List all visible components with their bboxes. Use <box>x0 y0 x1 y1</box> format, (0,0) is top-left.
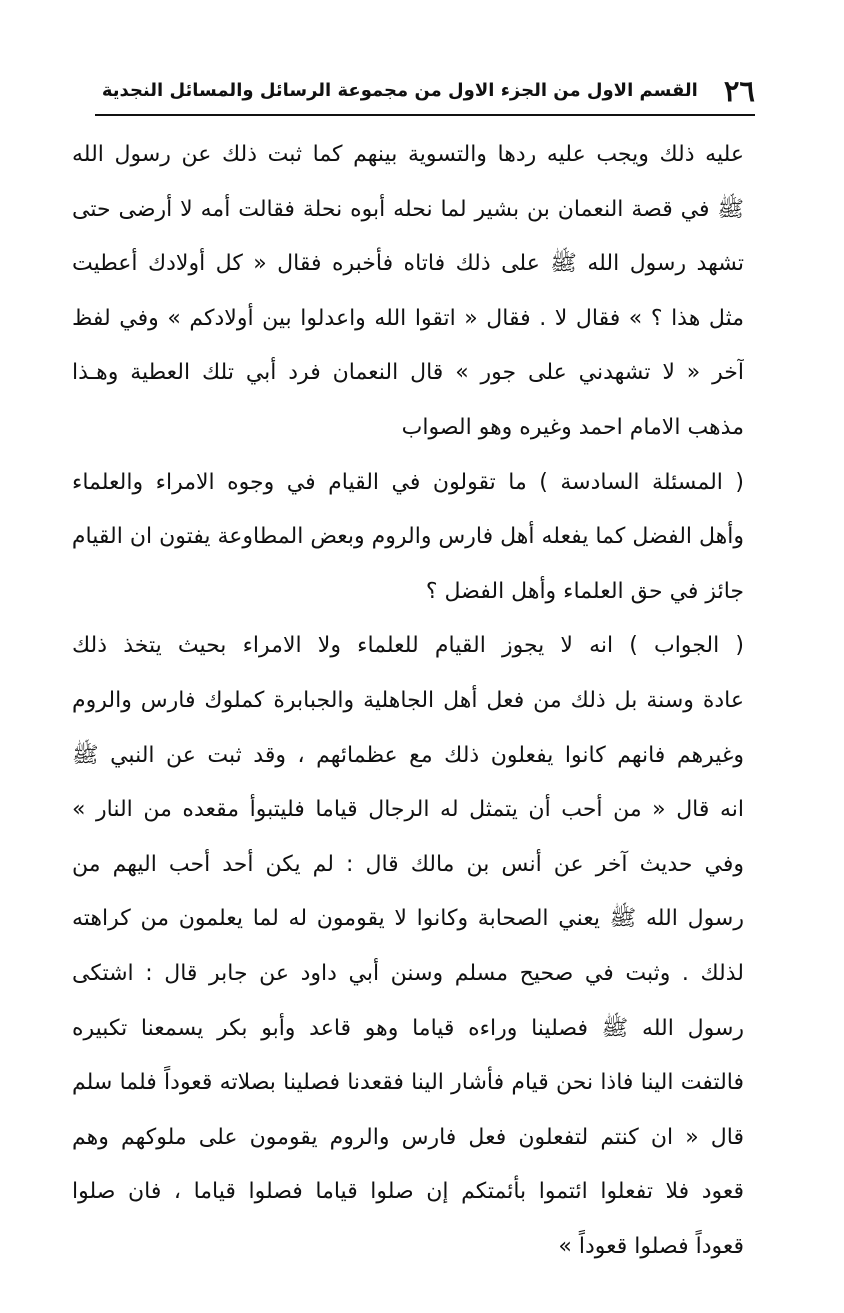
text-line: تشهد رسول الله ﷺ على ذلك فاتاه فأخبره فقال « كل أولادك أعطيت <box>72 251 744 277</box>
text-line: آخر « لا تشهدني على جور » قال النعمان فرد أبي تلك العطية وهـذا <box>72 360 744 386</box>
text-line: رسول الله ﷺ فصلينا وراءه قياما وهو قاعد وأبو بكر يسمعنا تكبيره <box>72 1015 744 1041</box>
page-number: ٢٦ <box>723 74 755 108</box>
text-line: قال « ان كنتم لتفعلون فعل فارس والروم يقومون على ملوكهم وهم <box>72 1124 744 1150</box>
text-line: مثل هذا ؟ » فقال لا . فقال « اتقوا الله واعدلوا بين أولادكم » وفي لفظ <box>72 305 744 331</box>
text-line: عادة وسنة بل ذلك من فعل أهل الجاهلية والجبابرة كملوك فارس والروم <box>72 687 744 713</box>
text-line: ﷺ في قصة النعمان بن بشير لما نحله أبوه نحلة فقالت أمه لا أرضى حتى <box>72 196 744 222</box>
text-line: ( الجواب ) انه لا يجوز القيام للعلماء ولا الامراء بحيث يتخذ ذلك <box>72 633 744 659</box>
text-line: لذلك . وثبت في صحيح مسلم وسنن أبي داود عن جابر قال : اشتكى <box>72 960 744 986</box>
text-line: فالتفت الينا فاذا نحن قيام فأشار الينا فقعدنا فصلينا بصلاته قعوداً فلما سلم <box>72 1070 744 1096</box>
header-rule <box>95 114 755 116</box>
running-title: القسم الاول من الجزء الاول من مجموعة الرسائل والمسائل النجدية <box>101 80 698 101</box>
text-line: عليه ذلك ويجب عليه ردها والتسوية بينهم كما ثبت ذلك عن رسول الله <box>72 142 744 167</box>
text-line: وأهل الفضل كما يفعله أهل فارس والروم وبعض المطاوعة يفتون ان القيام <box>72 524 744 550</box>
text-line: رسول الله ﷺ يعني الصحابة وكانوا لا يقومون له لما يعلمون من كراهته <box>72 906 744 932</box>
page-header <box>95 66 755 110</box>
text-line: وغيرهم فانهم كانوا يفعلون ذلك مع عظمائهم ، وقد ثبت عن النبي ﷺ <box>72 742 744 768</box>
body-text <box>72 128 744 1274</box>
text-line: جائز في حق العلماء وأهل الفضل ؟ <box>425 578 744 604</box>
text-line: وفي حديث آخر عن أنس بن مالك قال : لم يكن أحد أحب اليهم من <box>72 851 744 877</box>
text-line: قعوداً فصلوا قعوداً » <box>558 1233 744 1259</box>
text-line: قعود فلا تفعلوا ائتموا بأئمتكم إن صلوا قياما فصلوا قياما ، فان صلوا <box>72 1179 744 1205</box>
text-line: ( المسئلة السادسة ) ما تقولون في القيام في وجوه الامراء والعلماء <box>72 469 744 495</box>
text-line: مذهب الامام احمد وغيره وهو الصواب <box>401 414 744 440</box>
text-line: انه قال « من أحب أن يتمثل له الرجال قياما فليتبوأ مقعده من النار » <box>72 797 744 823</box>
